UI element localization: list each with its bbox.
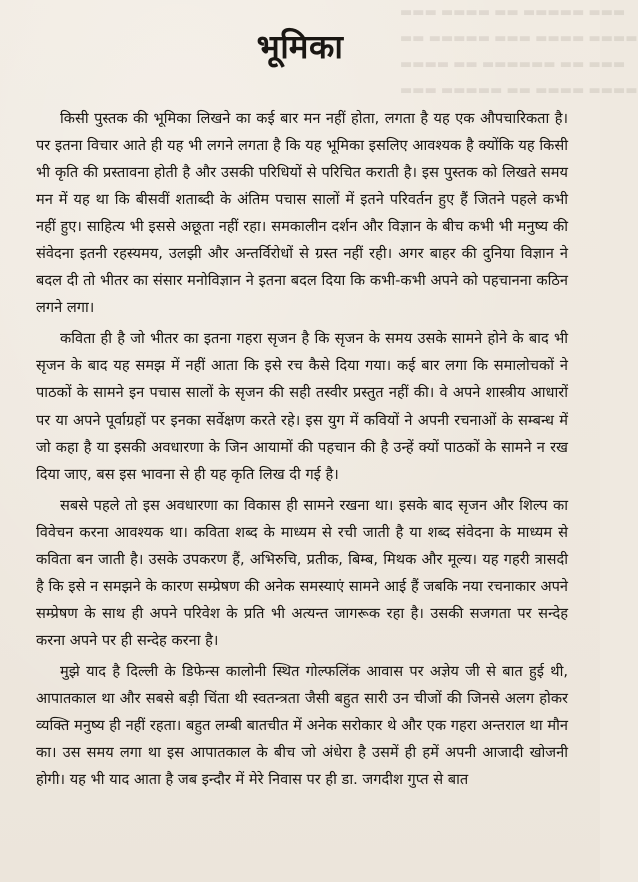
paragraph-3: सबसे पहले तो इस अवधारणा का विकास ही सामने रखना था। इसके बाद सृजन और शिल्प का विवेचन करना आवश्यक था। कविता शब्द के माध्यम से रची जाती है या शब्द संवेदना के माध्यम से कविता बन जाती है। उसके उपकरण हैं, अभिरुचि, प्रतीक, बिम्ब, मिथक और मूल्य। यह गहरी त्रासदी है कि इसे न समझने के कारण सम्प्रेषण की अनेक समस्याएं सामने आई हैं जबकि नया रचनाकार अपने सम्प्रेषण के साथ ही अपने परिवेश के प्रति भी अत्यन्त जागरूक रहा है। उसकी सजगता पर सन्देह करना अपने पर ही सन्देह करना है। [36, 496, 568, 649]
page-title: भूमिका [256, 27, 344, 66]
paragraph-4: मुझे याद है दिल्ली के डिफेन्स कालोनी स्थित गोल्फलिंक आवास पर अज्ञेय जी से बात हुई थी, आपातकाल था और सबसे बड़ी चिंता थी स्वतन्त्रता जैसी बहुत सारी उन चीजों की जिनसे अलग होकर व्यक्ति मनुष्य ही नहीं रहता। बहुत लम्बी बातचीत में अनेक सरोकार थे और एक गहरा अन्तराल था मौन का। उस समय लगा था इस आपातकाल के बीच जो अंधेरा है उसमें ही हमें अपनी आजादी खोजनी होगी। यह भी याद आता है जब इन्दौर में मेरे निवास पर ही डा. जगदीश गुप्त से बात [36, 662, 568, 789]
paragraph-2: कविता ही है जो भीतर का इतना गहरा सृजन है कि सृजन के समय उसके सामने होने के बाद भी सृजन के बाद यह समझ में नहीं आता कि इसे रच कैसे दिया गया। कई बार लगा कि समालोचकों ने पाठकों के सामने इन पचास सालों के सृजन की सही तस्वीर प्रस्तुत नहीं की। वे अपने शास्त्रीय आधारों पर या अपने पूर्वाग्रहों पर इनका सर्वेक्षण करते रहे। इस युग में कवियों ने अपनी रचनाओं के सम्बन्ध में जो कहा है या इसकी अवधारणा के जिन आयामों की पहचान की है उन्हें क्यों पाठकों के सामने न रख दिया जाए, बस इस भावना से ही यह कृति लिख दी गई है। [36, 330, 568, 483]
show-through-texture: ▬▬▬ ▬▬▬▬ ▬▬ ▬▬▬▬▬ ▬▬▬ ▬▬ ▬▬▬▬▬ ▬▬▬ ▬▬▬▬ ▬▬▬▬ ▬▬▬▬ ▬▬ ▬▬▬▬▬▬ ▬▬ ▬▬▬ ▬▬▬ ▬▬▬▬▬ ▬▬ ▬▬▬▬ ▬▬▬▬ [400, 5, 638, 98]
body-text [36, 105, 568, 793]
paragraph-1: किसी पुस्तक की भूमिका लिखने का कई बार मन नहीं होता, लगता है यह एक औपचारिकता है। पर इतना विचार आते ही यह भी लगने लगता है कि यह भूमिका इसलिए आवश्यक है क्योंकि यह किसी भी कृति की प्रस्तावना होती है और उसकी परिधियों से परिचित कराती है। इस पुस्तक को लिखते समय मन में यह था कि बीसवीं शताब्दी के अंतिम पचास सालों में इतने परिवर्तन हुए हैं जितने पहले कभी नहीं हुए। साहित्य भी इससे अछूता नहीं रहा। समकालीन दर्शन और विज्ञान के बीच कभी भी मनुष्य की संवेदना इतनी रहस्यमय, उलझी और अन्तर्विरोधों से ग्रस्त नहीं रही। अगर बाहर की दुनिया विज्ञान ने बदल दी तो भीतर का संसार मनोविज्ञान ने इतना बदल दिया कि कभी-कभी अपने को पहचानना कठिन लगने लगा। [36, 110, 568, 317]
